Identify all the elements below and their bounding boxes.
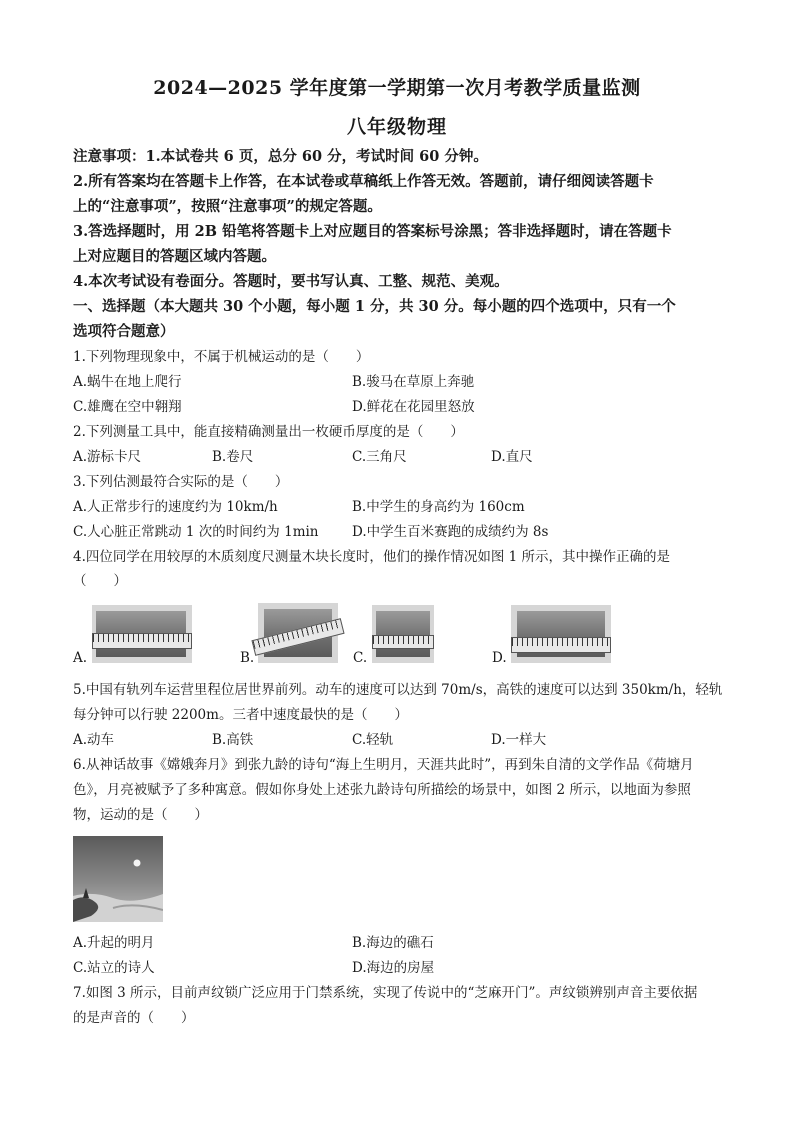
question-6-stem: 6.从神话故事《嫦娥奔月》到张九龄的诗句“海上生明月，天涯共此时”，再到朱自清的文学作品《荷塘月 [73, 757, 694, 773]
note-2b: 上的“注意事项”，按照“注意事项”的规定答题。 [73, 198, 382, 215]
note-2a: 2.所有答案均在答题卡上作答，在本试卷或草稿纸上作答无效。答题前，请仔细阅读答题卡 [73, 173, 654, 190]
q5-option-c: C.轻轨 [352, 732, 394, 748]
ruler [372, 635, 434, 649]
q6-option-c: C.站立的诗人 [73, 960, 155, 976]
section-heading-cont: 选项符合题意） [73, 323, 175, 340]
q1-option-b: B.骏马在草原上奔驰 [352, 374, 475, 390]
question-1-stem: 1.下列物理现象中，不属于机械运动的是（ ） [73, 349, 370, 365]
figure-2-moon-image [73, 836, 163, 922]
q2-option-b: B.卷尺 [212, 449, 254, 465]
question-7-stem-cont: 的是声音的（ ） [73, 1010, 195, 1026]
q1-option-d: D.鲜花在花园里怒放 [352, 399, 475, 415]
page-subtitle: 八年级物理 [346, 116, 447, 138]
ruler [92, 633, 192, 649]
figure-1-label-b: B. [240, 650, 255, 666]
figure-1-label-c: C. [353, 650, 368, 666]
ruler [511, 637, 611, 653]
q3-option-b: B.中学生的身高约为 160cm [352, 499, 525, 515]
q1-option-c: C.雄鹰在空中翱翔 [73, 399, 182, 415]
q5-option-a: A.动车 [73, 732, 115, 748]
q3-option-a: A.人正常步行的速度约为 10km/h [73, 499, 278, 515]
question-4-stem-cont: （ ） [73, 573, 127, 589]
note-4: 4.本次考试设有卷面分。答题时，要书写认真、工整、规范、美观。 [73, 273, 509, 290]
figure-1-label-d: D. [492, 650, 507, 666]
q2-option-d: D.直尺 [491, 449, 533, 465]
question-5-stem-cont: 每分钟可以行驶 2200m。三者中速度最快的是（ ） [73, 707, 408, 723]
question-2-stem: 2.下列测量工具中，能直接精确测量出一枚硬币厚度的是（ ） [73, 424, 464, 440]
q2-option-c: C.三角尺 [352, 449, 407, 465]
q6-option-a: A.升起的明月 [73, 935, 155, 951]
note-3a: 3.答选择题时，用 2B 铅笔将答题卡上对应题目的答案标号涂黑；答非选择题时，请在答题卡 [73, 223, 672, 240]
question-6-stem-cont-2: 物，运动的是（ ） [73, 807, 208, 823]
q1-option-a: A.蜗牛在地上爬行 [73, 374, 182, 390]
note-3b: 上对应题目的答题区域内答题。 [73, 248, 276, 265]
q5-option-d: D.一样大 [491, 732, 547, 748]
q2-option-a: A.游标卡尺 [73, 449, 142, 465]
q6-option-d: D.海边的房屋 [352, 960, 435, 976]
figure-1-label-a: A. [73, 650, 88, 666]
figure-1-c-image [372, 605, 434, 663]
q3-option-d: D.中学生百米赛跑的成绩约为 8s [352, 524, 549, 540]
question-6-stem-cont: 色》，月亮被赋予了多种寓意。假如你身处上述张九龄诗句所描绘的场景中，如图 2 所示，以地面为参照 [73, 782, 691, 798]
q3-option-c: C.人心脏正常跳动 1 次的时间约为 1min [73, 524, 319, 540]
wood-block [376, 611, 430, 657]
question-5-stem: 5.中国有轨列车运营里程位居世界前列。动车的速度可以达到 70m/s，高铁的速度可以达到 350km/h，轻轨 [73, 682, 723, 698]
question-7-stem: 7.如图 3 所示，目前声纹锁广泛应用于门禁系统，实现了传说中的“芝麻开门”。声纹锁辨别声音主要依据 [73, 985, 698, 1001]
question-4-stem: 4.四位同学在用较厚的木质刻度尺测量木块长度时，他们的操作情况如图 1 所示，其中操作正确的是 [73, 549, 671, 565]
page-title: 2024—2025 学年度第一学期第一次月考教学质量监测 [153, 77, 641, 99]
q5-option-b: B.高铁 [212, 732, 254, 748]
note-1: 注意事项：1.本试卷共 6 页，总分 60 分，考试时间 60 分钟。 [73, 148, 488, 165]
figure-1-b-image [258, 603, 338, 663]
figure-1-d-image [511, 605, 611, 663]
figure-1-a-image [92, 605, 192, 663]
section-heading: 一、选择题（本大题共 30 个小题，每小题 1 分，共 30 分。每小题的四个选项中，只有一个 [73, 298, 676, 315]
moon [134, 860, 141, 867]
question-3-stem: 3.下列估测最符合实际的是（ ） [73, 474, 289, 490]
q6-option-b: B.海边的礁石 [352, 935, 434, 951]
